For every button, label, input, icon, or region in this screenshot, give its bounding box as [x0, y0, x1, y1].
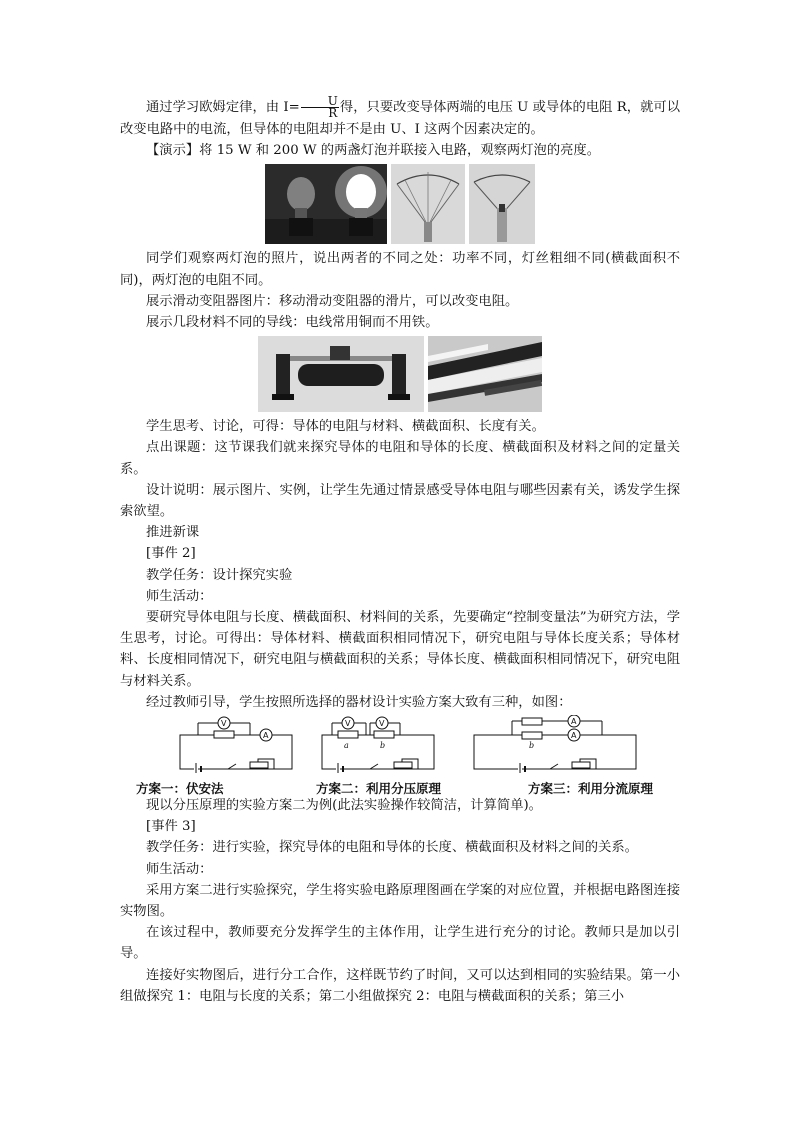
event-2-heading: [事件 2]: [146, 546, 196, 562]
voltmeter-symbol-b: V: [379, 719, 385, 729]
text-post: 得，只要改变导体两端的电压 U 或导体的电阻 R，就可以改变电路中的电流，但导体的电阻却并不是由 U、I 这两个因素决定的。: [120, 100, 680, 137]
fraction-u-over-r: [301, 96, 339, 119]
resistor-label-b: b: [380, 741, 386, 751]
voltmeter-symbol: V: [221, 719, 227, 729]
circuit-plan-1: [178, 715, 296, 773]
paragraph-ohm-law: [120, 96, 680, 140]
caption-plan-3: 方案三：利用分流原理: [528, 781, 654, 797]
paragraph-experiment: 采用方案二进行实验探究，学生将实验电路原理图画在学案的对应位置，并根据电路图连接实物图。: [120, 882, 680, 920]
ammeter-symbol-top: A: [571, 717, 577, 727]
activity-label-2: 师生活动：: [146, 588, 213, 604]
caption-plan-1: 方案一：伏安法: [136, 781, 224, 797]
paragraph-choose-plan-2: 现以分压原理的实验方案二为例(此法实验操作较简洁，计算简单)。: [146, 798, 542, 814]
teaching-task-2: 教学任务：设计探究实验: [146, 567, 293, 583]
caption-plan-2: 方案二：利用分压原理: [316, 781, 442, 797]
circuit-plan-3: [472, 715, 640, 773]
circuit-plan-2: [320, 715, 438, 773]
resistor-label-b-plan3: b: [529, 741, 535, 751]
filament-photo-2: [469, 164, 535, 244]
rheostat-wire-photos: [120, 336, 680, 412]
circuit-diagrams: [120, 715, 680, 795]
paragraph-rheostat: 展示滑动变阻器图片：移动滑动变阻器的滑片，可以改变电阻。: [146, 293, 519, 309]
bulb-photos: [120, 164, 680, 244]
filament-photo-1: [391, 164, 465, 244]
paragraph-teacher-role: 在该过程中，教师要充分发挥学生的主体作用，让学生进行充分的讨论。教师只是加以引导。: [120, 925, 680, 962]
fraction-numerator: U: [301, 96, 339, 108]
rheostat-photo: [258, 336, 424, 412]
activity-label-3: 师生活动：: [146, 861, 213, 877]
section-heading: 推进新课: [146, 525, 200, 541]
teaching-task-3: 教学任务：进行实验，探究导体的电阻和导体的长度、横截面积及材料之间的关系。: [146, 840, 638, 856]
paragraph-topic: 点出课题：这节课我们就来探究导体的电阻和导体的长度、横截面积及材料之间的定量关系。: [120, 440, 680, 477]
paragraph-wires: 展示几段材料不同的导线：电线常用铜而不用铁。: [146, 315, 439, 331]
voltmeter-symbol-a: V: [345, 719, 351, 729]
document-page: [120, 96, 680, 1007]
text-pre: 通过学习欧姆定律，由 I=: [146, 100, 300, 115]
paragraph-discuss: 学生思考、讨论，可得：导体的电阻与材料、横截面积、长度有关。: [146, 419, 545, 435]
paragraph-demo: 【演示】将 15 W 和 200 W 的两盏灯泡并联接入电路，观察两灯泡的亮度。: [146, 143, 601, 159]
paragraph-three-plans: 经过教师引导，学生按照所选择的器材设计实验方案大致有三种，如图：: [146, 694, 572, 710]
ammeter-symbol: A: [263, 731, 269, 741]
bulb-photo-dim: [265, 164, 387, 244]
paragraph-design-note: 设计说明：展示图片、实例，让学生先通过情景感受导体电阻与哪些因素有关，诱发学生探索欲望。: [120, 482, 680, 520]
wire-samples-photo: [428, 336, 542, 412]
ammeter-symbol-bottom: A: [571, 731, 577, 741]
resistor-label-a: a: [344, 741, 349, 751]
paragraph-observe: 同学们观察两灯泡的照片，说出两者的不同之处：功率不同，灯丝粗细不同(横截面积不同)，两灯泡的电阻不同。: [120, 251, 680, 288]
event-3-heading: [事件 3]: [146, 819, 196, 835]
paragraph-control-variables: 要研究导体电阻与长度、横截面积、材料间的关系，先要确定“控制变量法”为研究方法，学生思考，讨论。可得出：导体材料、横截面积相同情况下，研究电阻与导体长度关系；导体材料、长度相同情况下，研究电阻与横截面积的关系；导体长度、横截面积相同情况下，研究电阻与材料关系。: [120, 610, 680, 689]
fraction-denominator: R: [328, 106, 338, 120]
paragraph-group-work: 连接好实物图后，进行分工合作，这样既节约了时间，又可以达到相同的实验结果。第一小组做探究 1：电阻与长度的关系；第二小组做探究 2：电阻与横截面积的关系；第三小: [120, 967, 680, 1004]
